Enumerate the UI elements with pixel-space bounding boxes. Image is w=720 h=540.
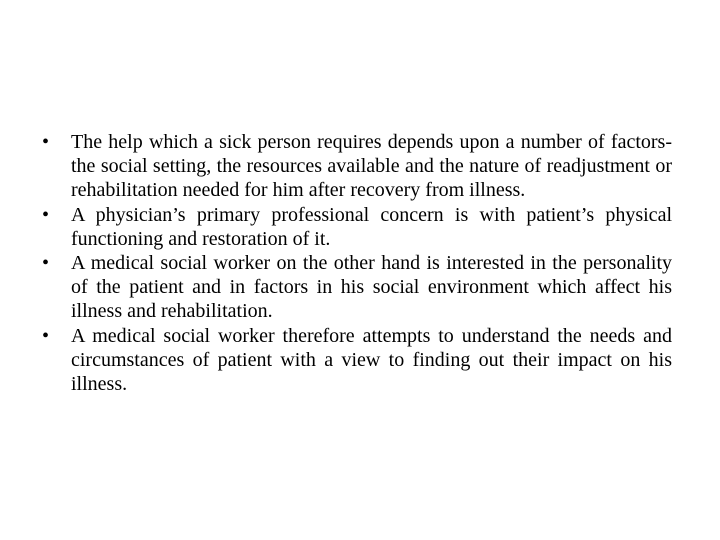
bullet-list [42, 130, 672, 396]
bullet-icon: • [42, 324, 50, 347]
bullet-icon: • [42, 252, 50, 275]
bullet-icon: • [42, 131, 50, 153]
bullet-item [42, 251, 672, 324]
bullet-text: The help which a sick person requires depends upon a number of factors- the social setting, the resources available and the nature of readjustment or rehabilitation needed for him after recovery from illness. [71, 131, 672, 202]
bullet-icon: • [42, 203, 50, 226]
bullet-item [42, 130, 672, 203]
bullet-item [42, 324, 672, 397]
bullet-text: A medical social worker on the other hand is interested in the personality of the patient and in factors in his social environment which affect his illness and rehabilitation. [71, 252, 672, 323]
bullet-text: A physician’s primary professional concern is with patient’s physical functioning and restoration of it. [71, 203, 672, 250]
bullet-text: A medical social worker therefore attempts to understand the needs and circumstances of patient with a view to finding out their impact on his illness. [71, 324, 672, 396]
bullet-item [42, 203, 672, 251]
